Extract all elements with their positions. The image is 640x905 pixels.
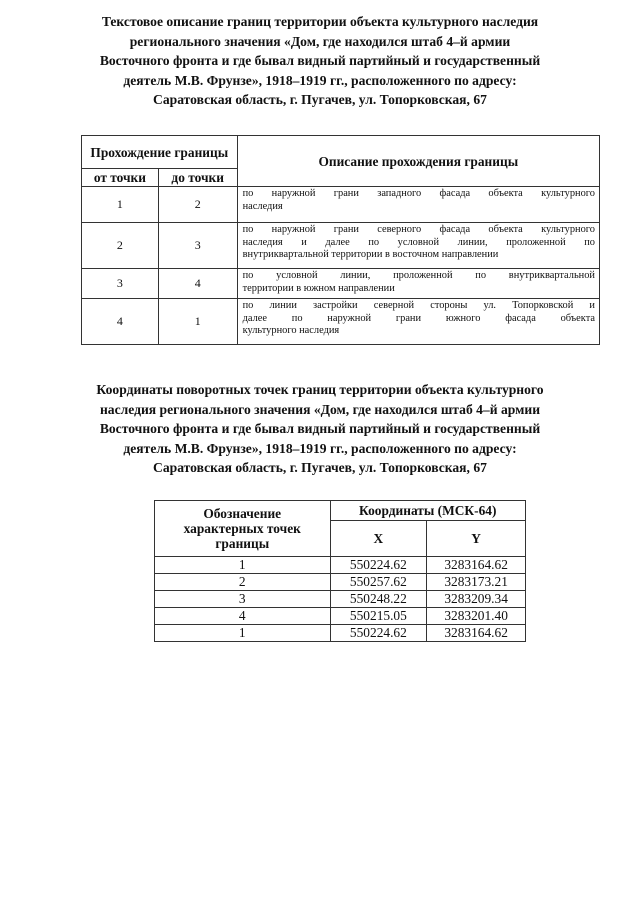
y-value: 3283173.21 [427,574,526,591]
point-number: 1 [155,557,331,574]
description-line: по наружной грани западного фасада объекта культурного [242,188,595,199]
header-from-point: от точки [82,169,159,187]
point-number: 1 [155,625,331,642]
header-x: X [330,521,427,557]
header-coords: Координаты (МСК-64) [330,501,525,521]
point-number: 2 [155,574,331,591]
header-passage: Прохождение границы [82,136,238,169]
table-row [155,557,526,574]
title-line: Саратовская область, г. Пугачев, ул. Топорковская, 67 [153,460,487,475]
table-row [155,625,526,642]
y-value: 3283164.62 [427,557,526,574]
table-row [82,269,600,299]
table-row [155,591,526,608]
x-value: 550257.62 [330,574,427,591]
boundary-description [237,269,599,299]
title-line: Текстовое описание границ территории объекта культурного наследия [101,14,539,29]
description-line: культурного наследия [242,325,340,337]
point-number: 3 [155,591,331,608]
header-description: Описание прохождения границы [237,136,599,187]
table-row [155,574,526,591]
to-point: 1 [158,299,237,345]
from-point: 4 [82,299,159,345]
x-value: 550215.05 [330,608,427,625]
to-point: 4 [158,269,237,299]
from-point: 3 [82,269,159,299]
description-line: далее по наружной грани южного фасада объекта [242,312,595,324]
table-row [82,299,600,345]
boundary-description-title [70,12,570,110]
description-line: по наружной грани северного фасада объекта культурного [242,224,595,235]
description-line: по условной линии, проложенной по внутриквартальной [242,270,595,281]
description-line: по линии застройки северной стороны ул. Топорковской и [242,300,595,311]
header-y: Y [427,521,526,557]
to-point: 3 [158,223,237,269]
boundary-description [237,299,599,345]
description-line: территории в южном направлении [242,282,395,294]
coordinates-table [154,500,526,642]
table-header-row [82,136,600,169]
title-line: Восточного фронта и где бывал видный партийный и государственный [99,421,541,436]
from-point: 2 [82,223,159,269]
title-line: Саратовская область, г. Пугачев, ул. Топорковская, 67 [153,92,487,107]
to-point: 2 [158,187,237,223]
title-line: Восточного фронта и где бывал видный партийный и государственный [99,53,541,68]
title-line: деятель М.В. Фрунзе», 1918–1919 гг., расположенного по адресу: [123,440,517,456]
boundary-description [237,223,599,269]
description-line: наследия [242,200,283,212]
table-row [82,223,600,269]
header-point: Обозначение характерных точек границы [155,501,331,557]
boundary-description-table [81,135,600,345]
table-row [155,608,526,625]
coordinates-title [70,380,570,478]
y-value: 3283209.34 [427,591,526,608]
table-header-row [155,501,526,521]
title-line: регионального значения «Дом, где находился штаб 4–й армии [129,33,511,49]
title-line: деятель М.В. Фрунзе», 1918–1919 гг., расположенного по адресу: [123,72,517,88]
description-line: внутриквартальной территории в восточном направлении [242,249,499,261]
y-value: 3283201.40 [427,608,526,625]
x-value: 550224.62 [330,625,427,642]
header-to-point: до точки [158,169,237,187]
table-row [82,187,600,223]
title-line: Координаты поворотных точек границ территории объекта культурного [96,382,544,397]
x-value: 550224.62 [330,557,427,574]
from-point: 1 [82,187,159,223]
title-line: наследия регионального значения «Дом, где находился штаб 4–й армии [99,401,541,417]
description-line: наследия и далее по условной линии, проложенной по [242,236,595,248]
x-value: 550248.22 [330,591,427,608]
point-number: 4 [155,608,331,625]
y-value: 3283164.62 [427,625,526,642]
boundary-description [237,187,599,223]
